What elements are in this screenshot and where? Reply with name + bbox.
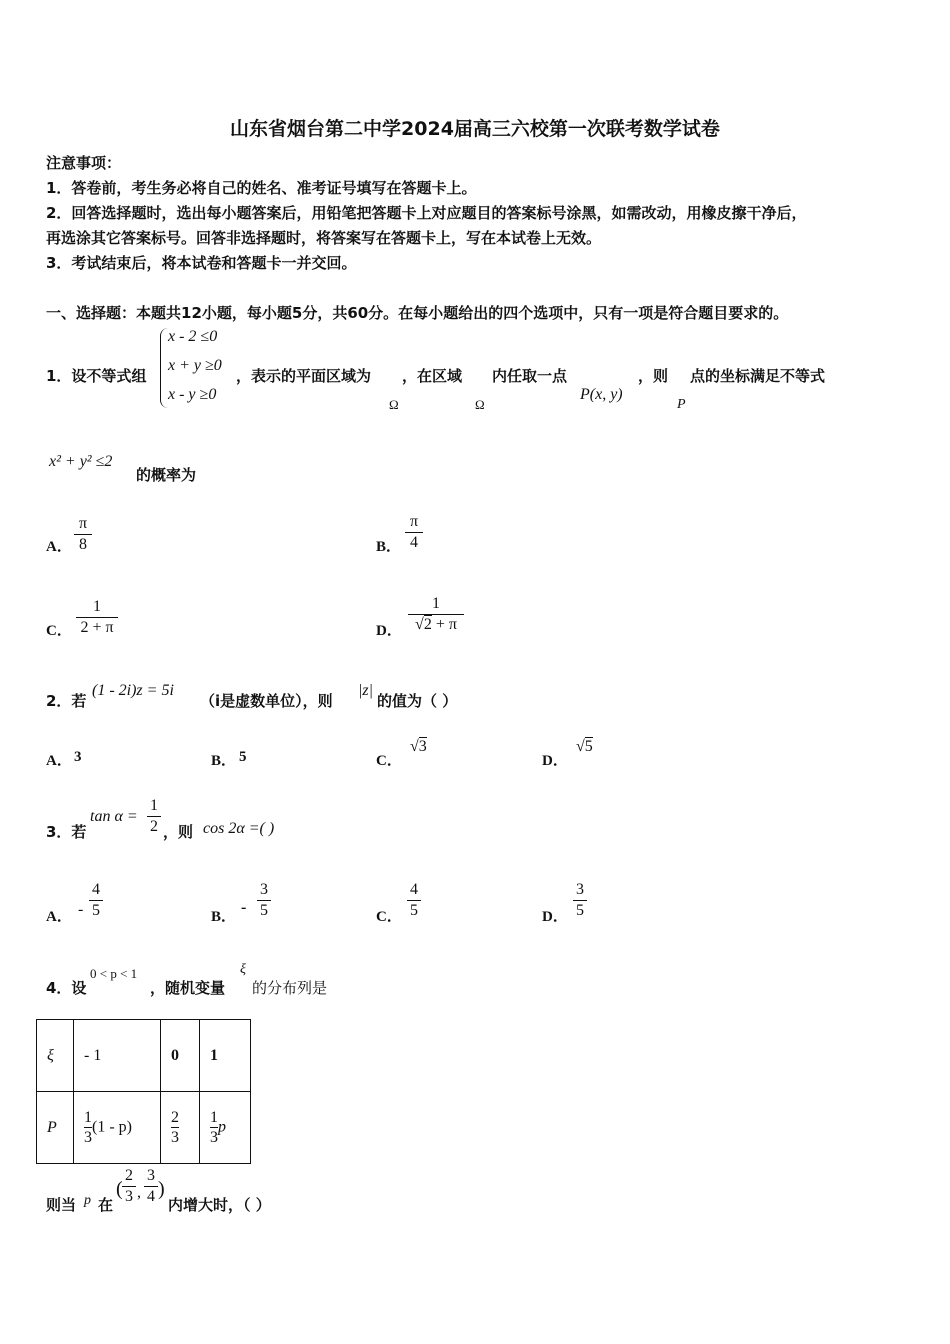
table-row (37, 1020, 251, 1092)
q2-option-b-value: 5 (239, 749, 247, 765)
interval-comma: , (137, 1184, 141, 1201)
numerator: 2 (125, 1167, 133, 1184)
notice-item-1: 1．答卷前，考生务必将自己的姓名、准考证号填写在答题卡上。 (46, 179, 477, 197)
q1-option-b-fraction (405, 512, 423, 553)
numerator: 4 (410, 881, 418, 898)
q3-option-b-fraction (257, 880, 271, 921)
notice-item-2-cont: 再选涂其它答案标号。回答非选择题时，将答案写在答题卡上，写在本试卷上无效。 (46, 229, 602, 247)
numerator: π (78, 515, 88, 532)
table-cell (200, 1092, 251, 1164)
q1-sys-line2: x + y ≥0 (168, 357, 222, 374)
q4-suffix: 的分布列是 (252, 979, 328, 997)
numerator: 1 (93, 598, 101, 615)
table-cell: - 1 (74, 1020, 161, 1092)
page-title: 山东省烟台第二中学2024届高三六校第一次联考数学试卷 (230, 118, 720, 140)
q3-option-d-fraction (573, 880, 587, 921)
q3-option-b-label: B． (211, 909, 237, 925)
distribution-table (36, 1019, 251, 1164)
denominator: 5 (573, 900, 587, 921)
cell-rest: p (218, 1118, 226, 1136)
table-cell: 1 (200, 1020, 251, 1092)
denominator: 2 (147, 816, 161, 837)
denominator: 5 (89, 900, 103, 921)
denominator: 4 (144, 1186, 158, 1207)
q3-option-b-sign: - (241, 899, 247, 916)
q4-mid: ，随机变量 (150, 979, 226, 997)
q3-mid: ，则 (163, 823, 194, 841)
numerator: 3 (576, 881, 584, 898)
q2-option-d-sqrt: √5 (576, 738, 593, 755)
q3-option-a-sign: - (78, 901, 84, 918)
table-cell: P (37, 1092, 74, 1164)
q1-text-2: ，在区域 (402, 367, 463, 385)
numerator: 1 (150, 797, 158, 814)
q2-suffix: 的值为（ ） (377, 692, 458, 710)
interval-fraction-2 (144, 1166, 158, 1207)
interval-open: ( (116, 1178, 123, 1200)
q1-text-4: ，则 (638, 367, 669, 385)
q2-option-c-label: C． (376, 753, 402, 769)
denominator: 5 (257, 900, 271, 921)
q3-option-d-label: D． (542, 909, 568, 925)
numerator: 3 (147, 1167, 155, 1184)
denominator: 3 (171, 1129, 179, 1146)
q4-prefix: 4．设 (46, 979, 87, 997)
q4-after-prefix: 则当 (46, 1196, 77, 1214)
denominator: 3 (84, 1129, 92, 1146)
q1-suffix: 的概率为 (136, 466, 197, 484)
q2-option-a-value: 3 (74, 749, 82, 765)
q4-after-p: p (84, 1193, 91, 1208)
q4-xi: ξ (240, 962, 246, 977)
q2-equation: (1 - 2i)z = 5i (92, 682, 174, 699)
cell-rest: (1 - p) (92, 1118, 132, 1136)
denominator-rest: + π (431, 616, 457, 633)
q4-condition: 0 < p < 1 (90, 966, 138, 981)
q2-option-d-label: D． (542, 753, 568, 769)
table-cell (161, 1092, 200, 1164)
numerator: 1 (432, 595, 440, 612)
denominator: 3 (210, 1129, 218, 1146)
q1-text-1: ，表示的平面区域为 (236, 367, 372, 385)
q1-option-a-fraction (74, 514, 92, 555)
q1-option-a-label: A． (46, 539, 72, 555)
fraction (84, 1108, 92, 1147)
q1-text-3: 内任取一点 (492, 367, 568, 385)
q1-option-c-label: C． (46, 623, 72, 639)
q2-prefix: 2．若 (46, 692, 87, 710)
q1-sys-line1: x - 2 ≤0 (168, 328, 218, 345)
notice-item-3: 3．考试结束后，将本试卷和答题卡一并交回。 (46, 254, 357, 272)
numerator: 1 (84, 1109, 92, 1126)
radicand: 3 (418, 738, 427, 755)
table-row (37, 1092, 251, 1164)
q1-prefix: 1．设不等式组 (46, 367, 147, 385)
denominator: √2 + π (408, 614, 464, 635)
q2-option-a-label: A． (46, 753, 72, 769)
q3-fraction (147, 796, 161, 837)
radicand: 5 (584, 738, 593, 755)
q1-option-b-label: B． (376, 539, 402, 555)
q3-option-a-label: A． (46, 909, 72, 925)
table-cell: 0 (161, 1020, 200, 1092)
q1-inequality: x² + y² ≤2 (49, 453, 113, 470)
q4-after-suffix: 内增大时，（ ） (168, 1196, 271, 1214)
numerator: 3 (260, 881, 268, 898)
q1-omega-2: Ω (475, 397, 485, 412)
q3-rhs: cos 2α =( ) (203, 820, 275, 837)
section-heading: 一、选择题：本题共12小题，每小题5分，共60分。在每小题给出的四个选项中，只有一项是符合题目要求的。 (46, 304, 789, 322)
denominator: 4 (405, 532, 423, 553)
denominator: 3 (122, 1186, 136, 1207)
denominator: 8 (74, 534, 92, 555)
notice-heading: 注意事项： (46, 154, 122, 172)
q2-option-b-label: B． (211, 753, 237, 769)
denominator: 5 (407, 900, 421, 921)
q1-option-d-fraction (408, 594, 464, 635)
q1-text-5: 点的坐标满足不等式 (690, 367, 826, 385)
q3-option-a-fraction (89, 880, 103, 921)
interval-fraction-1 (122, 1166, 136, 1207)
q3-prefix: 3．若 (46, 823, 87, 841)
q3-option-c-fraction (407, 880, 421, 921)
q3-lhs: tan α = (90, 808, 138, 825)
notice-item-2: 2．回答选择题时，选出每小题答案后，用铅笔把答题卡上对应题目的答案标号涂黑，如需改动，用橡皮擦干净后， (46, 204, 807, 222)
numerator: 4 (92, 881, 100, 898)
fraction (210, 1108, 218, 1147)
numerator: 2 (171, 1109, 179, 1126)
q2-abs: |z| (358, 682, 374, 699)
radicand: 2 (423, 616, 432, 633)
q4-after-mid: 在 (98, 1196, 114, 1214)
interval-close: ) (158, 1178, 165, 1200)
q1-p: P (677, 397, 686, 412)
q2-option-c-sqrt: √3 (410, 738, 427, 755)
fraction (171, 1108, 179, 1147)
q1-sys-line3: x - y ≥0 (168, 386, 217, 403)
q3-option-c-label: C． (376, 909, 402, 925)
denominator: 2 + π (76, 617, 118, 638)
numerator: π (409, 513, 419, 530)
table-cell (74, 1092, 161, 1164)
numerator: 1 (210, 1109, 218, 1126)
q1-point: P(x, y) (580, 386, 623, 403)
q1-option-c-fraction (76, 597, 118, 638)
table-cell: ξ (37, 1020, 74, 1092)
q2-note: （i是虚数单位），则 (200, 692, 333, 710)
q1-omega-1: Ω (389, 397, 399, 412)
q1-option-d-label: D． (376, 623, 402, 639)
